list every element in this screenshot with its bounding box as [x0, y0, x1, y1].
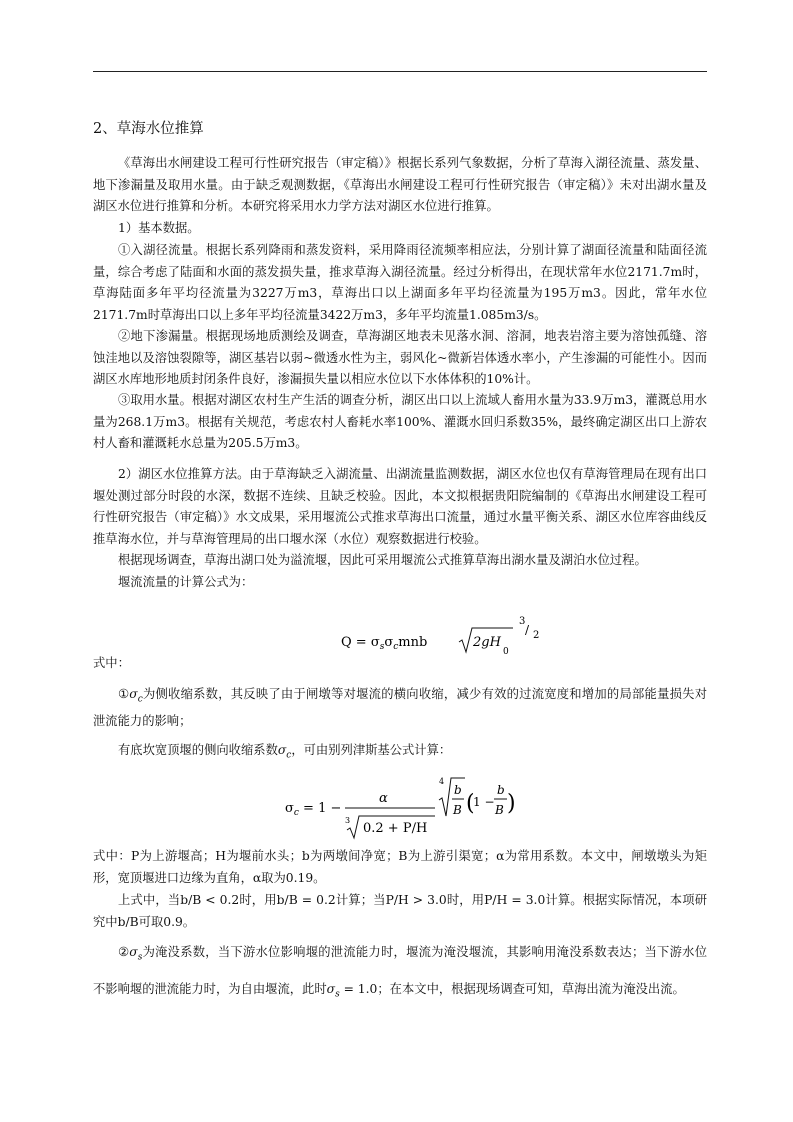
svg-text:0: 0	[503, 647, 509, 657]
svg-text:0.2 + P/H: 0.2 + P/H	[363, 821, 428, 836]
svg-text:σc = 1 −: $\sigma_c = 1$ −	[285, 801, 342, 818]
berezinsky-formula-svg	[285, 772, 515, 844]
berezinsky-formula	[285, 772, 515, 844]
paragraph-water-use: ③取用水量。根据对湖区农村生产生活的调查分析，湖区出口以上流域人畜用水量为33.9万m3，灌溉总用水量为268.1万m3。根据有关规范，考虑农村人畜耗水率100%、灌溉水回归系数35%，最终确定湖区出口上游农村人畜和灌溉耗水总量为205.5万m3。	[93, 393, 707, 450]
svg-text:Q = σsσcmnb: $Q = \sigma_s\sigma_cmnb$	[341, 635, 428, 652]
paragraph-method: 2）湖区水位推算方法。由于草海缺乏入湖流量、出湖流量监测数据，湖区水位也仅有草海管理局在现有出口堰处测过部分时段的水深，数据不连续、且缺乏校验。因此，本文拟根据贵阳院编制的《草海出水闸建设工程可行性研究报告（审定稿）》水文成果，采用堰流公式推求草海出口流量，通过水量平衡关系、湖区水位库容曲线反推草海水位，并与草海管理局的出口堰水深（水位）观察数据进行校验。	[93, 467, 707, 546]
paragraph-variables: 式中：P为上游堰高；H为堰前水头；b为两墩间净宽；B为上游引渠宽；α为常用系数。本文中，闸墩墩头为矩形，宽顶堰进口边缘为直角，α取为0.19。	[93, 849, 707, 885]
svg-text:2: 2	[533, 630, 540, 641]
svg-text:b: b	[497, 783, 505, 797]
paragraph-constraints: 上式中，当b/B < 0.2时，用b/B = 0.2计算；当P/H > 3.0时，用P/H = 3.0计算。根据实际情况，本项研究中b/B可取0.9。	[93, 893, 707, 929]
svg-text:b: b	[454, 783, 462, 797]
svg-text:α: α	[379, 791, 388, 806]
svg-text:(: (	[466, 791, 475, 816]
section-heading: 2、草海水位推算	[93, 121, 204, 137]
paragraph-where: 式中：	[93, 656, 130, 670]
paragraph-weir-intro: 根据现场调查，草海出湖口处为溢流堰，因此可采用堰流公式推算草海出湖水量及湖泊水位过程。	[118, 553, 647, 567]
svg-text:2gH: 2gH	[473, 635, 501, 650]
svg-text:3: 3	[519, 616, 526, 627]
svg-text:4: 4	[439, 777, 445, 786]
paragraph-side-contraction: 有底坎宽顶堰的侧向收缩系数$\sigma_c$，可由别列津斯基公式计算：	[118, 743, 452, 761]
svg-text:/: /	[525, 623, 530, 637]
paragraph-sigma-s: $②\sigma_s$为淹没系数，当下游水位影响堰的泄流能力时，堰流为淹没堰流，其影响用淹没系数表达；当下游水位不影响堰的泄流能力时，为自由堰流，此时$\sigma_s = 1.0$；在本文中，根据现场调查可知，草海出流为淹没出流。	[93, 945, 707, 1000]
paragraph-sigma-c: $①\sigma_c$为侧收缩系数，其反映了由于闸墩等对堰流的横向收缩，减少有效的过流宽度和增加的局部能量损失对泄流能力的影响；	[93, 687, 707, 728]
svg-text:): )	[507, 791, 515, 816]
paragraph-intro: 《草海出水闸建设工程可行性研究报告（审定稿）》根据长系列气象数据，分析了草海入湖径流量、蒸发量、地下渗漏量及取用水量。由于缺乏观测数据，《草海出水闸建设工程可行性研究报告（审定稿）》未对出湖水量及湖区水位进行推算和分析。本研究将采用水力学方法对湖区水位进行推算。	[93, 156, 707, 213]
paragraph-inflow: ①入湖径流量。根据长系列降雨和蒸发资料，采用降雨径流频率相应法，分别计算了湖面径流量和陆面径流量，综合考虑了陆面和水面的蒸发损失量，推求草海入湖径流量。经过分析得出，在现状常年水位2171.7m时，草海陆面多年平均径流量为3227万m3，草海出口以上湖面多年平均径流量为195万m3。因此，常年水位2171.7m时草海出口以上多年平均径流量3422万m3，多年平均流量1.085m3/s。	[93, 243, 707, 322]
header-rule	[93, 71, 707, 72]
svg-text:3: 3	[345, 816, 351, 825]
svg-text:1 −: 1 −	[473, 795, 495, 809]
paragraph-seepage: ②地下渗漏量。根据现场地质测绘及调查，草海湖区地表未见落水洞、溶洞，地表岩溶主要为溶蚀孤缝、溶蚀洼地以及溶蚀裂隙等，湖区基岩以弱~微透水性为主，弱风化~微新岩体透水率小，产生渗漏的可能性小。因而湖区水库地形地质封闭条件良好，渗漏损失量以相应水位以下水体体积的10%计。	[93, 329, 707, 386]
svg-text:B: B	[453, 803, 462, 817]
paragraph-formula-label: 堰流流量的计算公式为：	[118, 575, 254, 589]
svg-text:B: B	[495, 803, 504, 817]
paragraph-basic-data: 1）基本数据。	[118, 221, 200, 235]
